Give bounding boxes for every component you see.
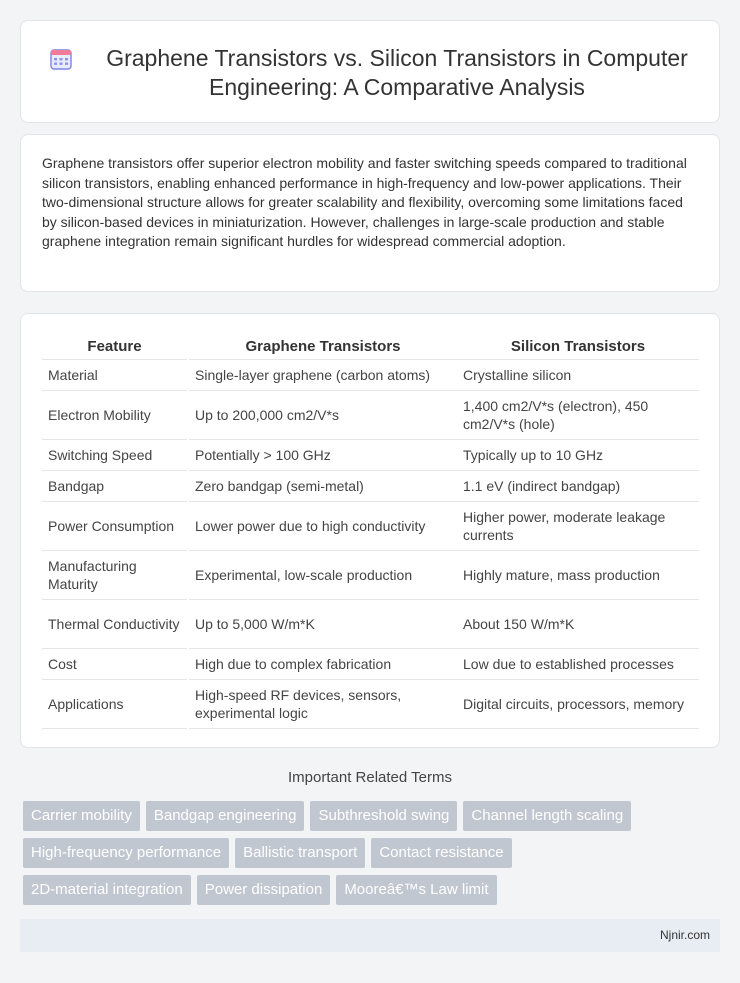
tag-contact-resistance[interactable]: Contact resistance xyxy=(371,838,511,868)
comparison-table-card xyxy=(20,313,720,748)
silicon-cell: Crystalline silicon xyxy=(457,359,699,390)
tag-carrier-mobility[interactable]: Carrier mobility xyxy=(23,801,140,831)
footer-site[interactable]: Njnir.com xyxy=(659,928,710,942)
graphene-cell: Potentially > 100 GHz xyxy=(188,439,457,470)
header-graphene: Graphene Transistors xyxy=(188,331,457,359)
table-row xyxy=(42,359,699,390)
footer xyxy=(20,919,720,952)
silicon-cell: Highly mature, mass production xyxy=(457,550,699,599)
tag-channel-length-scaling[interactable]: Channel length scaling xyxy=(463,801,631,831)
tag-row xyxy=(23,801,723,831)
silicon-cell: 1,400 cm2/V*s (electron), 450 cm2/V*s (hole) xyxy=(457,390,699,439)
table-row xyxy=(42,599,699,648)
feature-cell: Applications xyxy=(42,679,188,728)
graphene-cell: High due to complex fabrication xyxy=(188,648,457,679)
graphene-cell: High-speed RF devices, sensors, experimental logic xyxy=(188,679,457,728)
feature-cell: Manufacturing Maturity xyxy=(42,550,188,599)
tag-bandgap-engineering[interactable]: Bandgap engineering xyxy=(146,801,305,831)
header-feature: Feature xyxy=(42,331,188,359)
graphene-cell: Up to 5,000 W/m*K xyxy=(188,599,457,648)
feature-cell: Switching Speed xyxy=(42,439,188,470)
graphene-cell: Experimental, low-scale production xyxy=(188,550,457,599)
table-row xyxy=(42,550,699,599)
feature-cell: Material xyxy=(42,359,188,390)
graphene-cell: Single-layer graphene (carbon atoms) xyxy=(188,359,457,390)
tag-moores-law-limit[interactable]: Mooreâ€™s Law limit xyxy=(336,875,496,905)
table-row xyxy=(42,648,699,679)
header-silicon: Silicon Transistors xyxy=(457,331,699,359)
table-row xyxy=(42,439,699,470)
page-title: Graphene Transistors vs. Silicon Transistors in Computer Engineering: A Comparative Analysis xyxy=(106,45,688,100)
related-terms-heading: Important Related Terms xyxy=(288,769,452,786)
silicon-cell: About 150 W/m*K xyxy=(457,599,699,648)
feature-cell: Bandgap xyxy=(42,470,188,501)
graphene-cell: Lower power due to high conductivity xyxy=(188,501,457,550)
calendar-icon xyxy=(49,47,73,71)
title-card xyxy=(20,20,720,123)
comparison-table xyxy=(42,331,699,729)
silicon-cell: Low due to established processes xyxy=(457,648,699,679)
graphene-cell: Zero bandgap (semi-metal) xyxy=(188,470,457,501)
graphene-cell: Up to 200,000 cm2/V*s xyxy=(188,390,457,439)
feature-cell: Power Consumption xyxy=(42,501,188,550)
silicon-cell: 1.1 eV (indirect bandgap) xyxy=(457,470,699,501)
tag-2d-material-integration[interactable]: 2D-material integration xyxy=(23,875,191,905)
tag-power-dissipation[interactable]: Power dissipation xyxy=(197,875,331,905)
intro-paragraph: Graphene transistors offer superior electron mobility and faster switching speeds compared to traditional silicon transistors, enabling enhanced performance in high-frequency and low-power applications. Their two-dimensional structure allows for greater scalability and flexibility, overcoming some limitations faced by silicon-based devices in miniaturization. However, challenges in large-scale production and stable graphene integration remain significant hurdles for widespread commercial adoption. xyxy=(42,155,687,250)
tag-subthreshold-swing[interactable]: Subthreshold swing xyxy=(310,801,457,831)
table-row xyxy=(42,470,699,501)
tag-row xyxy=(23,875,723,905)
silicon-cell: Typically up to 10 GHz xyxy=(457,439,699,470)
table-row xyxy=(42,390,699,439)
tag-high-frequency-performance[interactable]: High-frequency performance xyxy=(23,838,229,868)
tag-row xyxy=(23,838,723,868)
feature-cell: Electron Mobility xyxy=(42,390,188,439)
intro-card xyxy=(20,134,720,292)
tag-ballistic-transport[interactable]: Ballistic transport xyxy=(235,838,365,868)
silicon-cell: Higher power, moderate leakage currents xyxy=(457,501,699,550)
feature-cell: Cost xyxy=(42,648,188,679)
table-row xyxy=(42,679,699,728)
related-terms-list xyxy=(23,801,723,912)
feature-cell: Thermal Conductivity xyxy=(42,599,188,648)
table-row xyxy=(42,501,699,550)
silicon-cell: Digital circuits, processors, memory xyxy=(457,679,699,728)
table-header-row xyxy=(42,331,699,359)
